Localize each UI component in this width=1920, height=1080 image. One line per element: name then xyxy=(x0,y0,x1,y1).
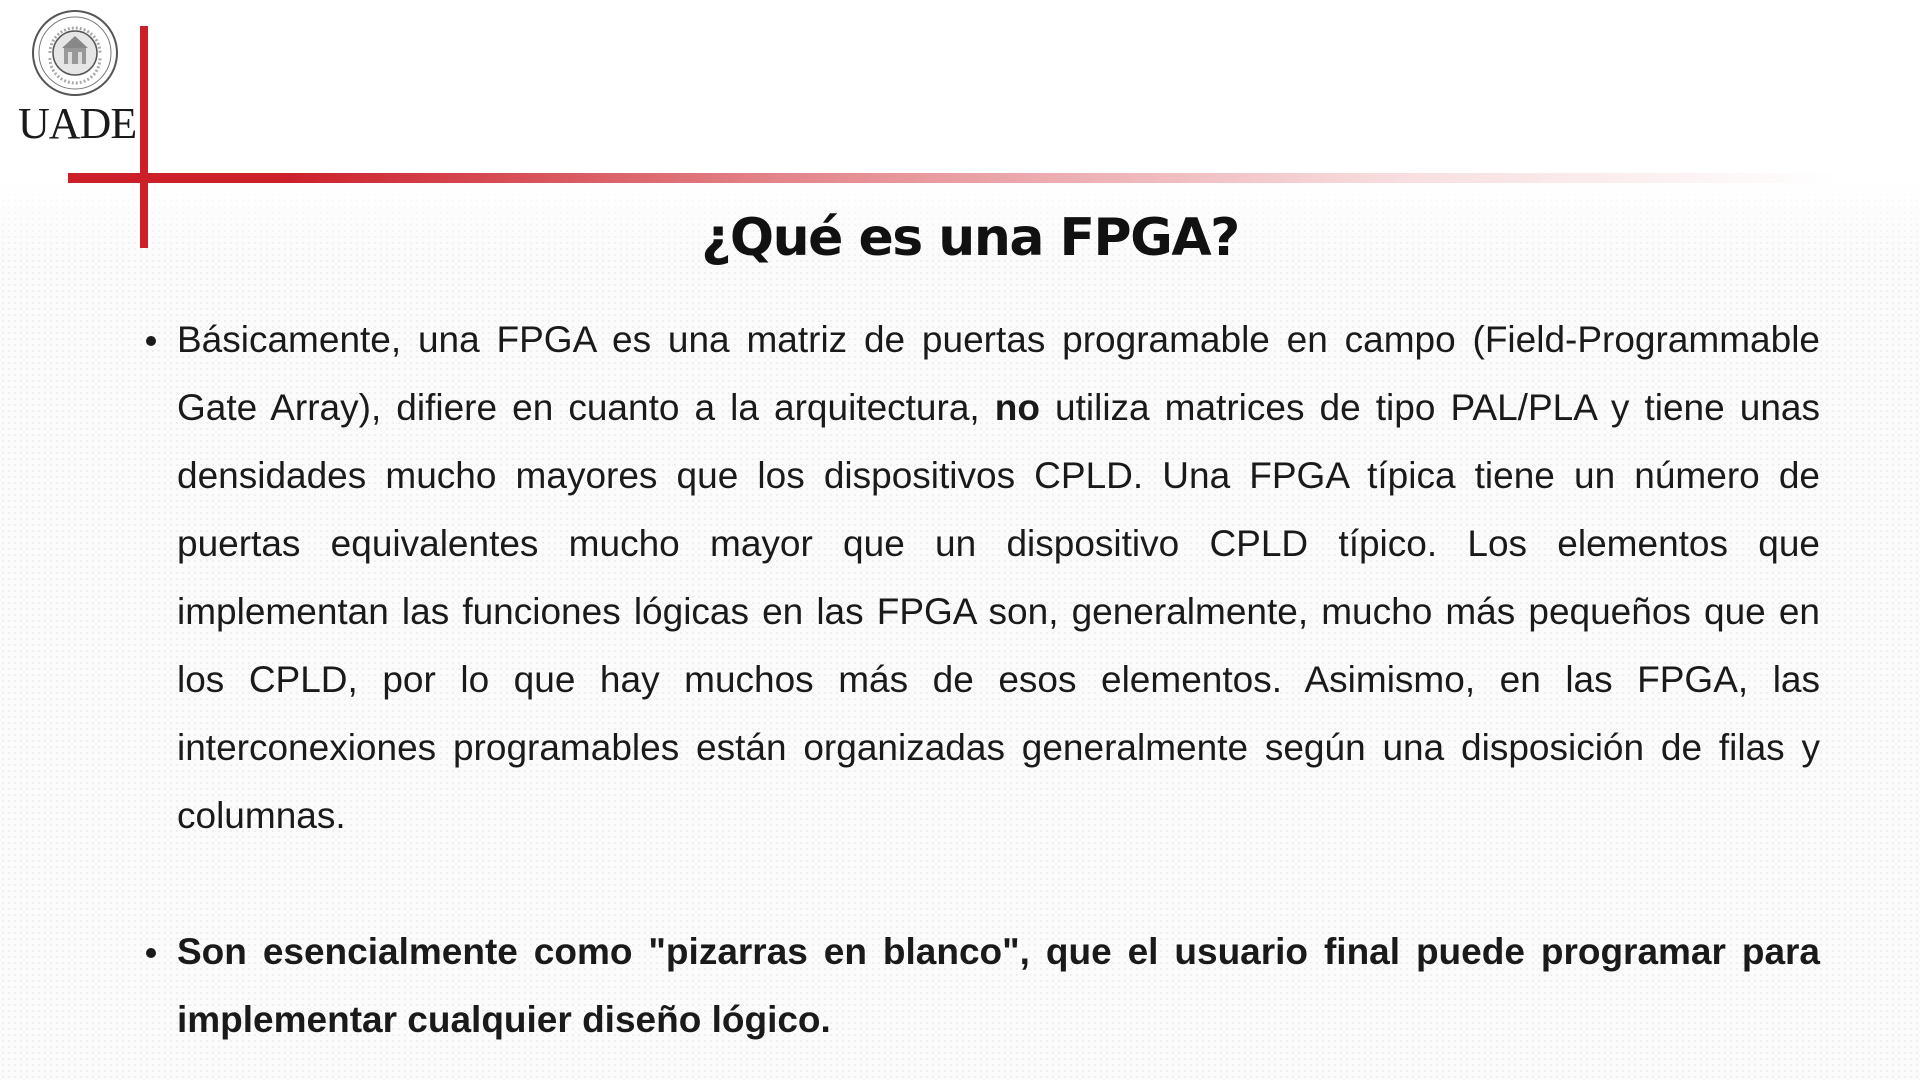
bullet-text-part: Básicamente, una FPGA es una matriz de puertas programable en campo (Field-Programmable Gate Array), difiere en cuanto a la arquitectura, xyxy=(177,319,1820,428)
bullet-item xyxy=(150,918,1820,1054)
bullet-text-part: utiliza matrices de tipo PAL/PLA y tiene unas densidades mucho mayores que los dispositivos CPLD. Una FPGA típica tiene un número de puertas equivalentes mucho mayor que un dispositivo CPLD típico. Los elementos que implementan las funciones lógicas en las FPGA son, generalmente, mucho más pequeños que en los CPLD, por lo que hay muchos más de esos elementos. Asimismo, en las FPGA, las interconexiones programables están organizadas generalmente según una disposición de filas y columnas. xyxy=(177,387,1820,836)
bullet-item xyxy=(150,306,1820,850)
uade-logo xyxy=(14,8,137,148)
accent-horizontal-line xyxy=(68,173,1838,183)
slide-title: ¿Qué es una FPGA? xyxy=(701,208,1239,268)
bullet-text: Son esencialmente como "pizarras en blanco", que el usuario final puede programar para implementar cualquier diseño lógico. xyxy=(177,931,1820,1040)
logo-text: UADE xyxy=(18,99,137,148)
university-seal-icon xyxy=(30,8,120,98)
bullet-list xyxy=(150,306,1820,1054)
bullet-bold-word: no xyxy=(994,387,1040,428)
